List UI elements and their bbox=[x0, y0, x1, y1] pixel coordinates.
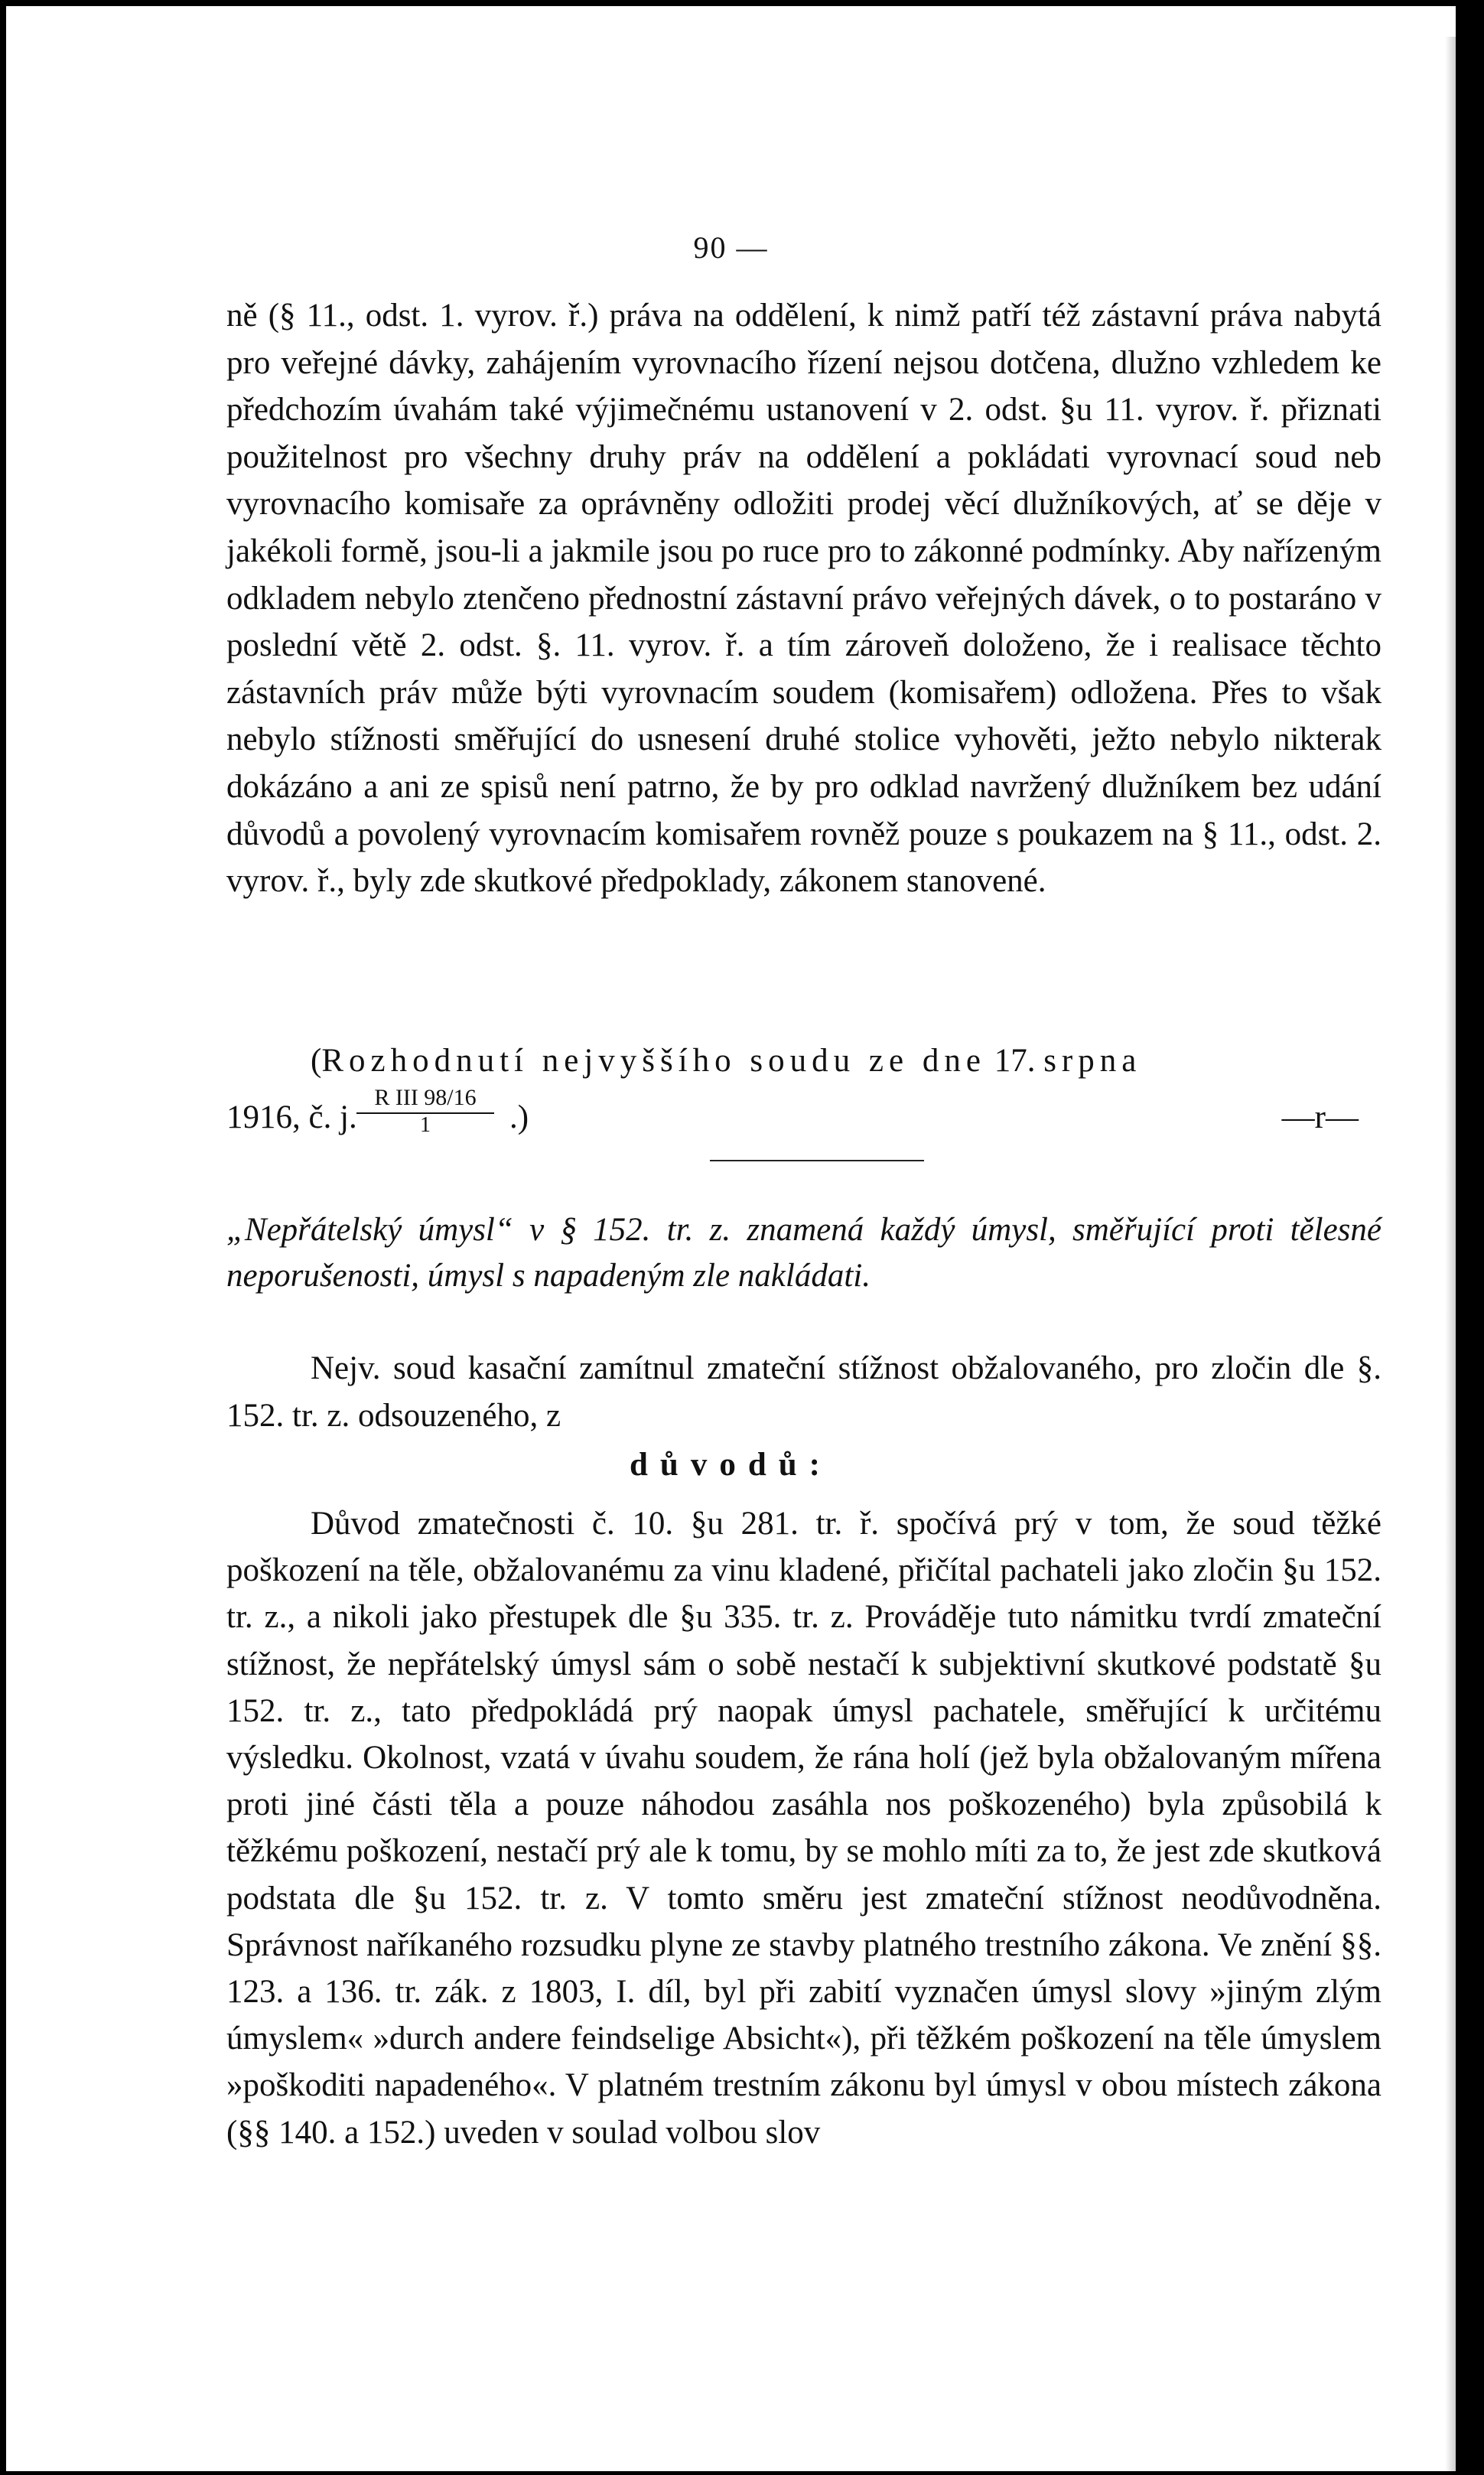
author-mark: —r— bbox=[1281, 1099, 1359, 1135]
headnote: „Nepřátelský úmysl“ v § 152. tr. z. znamená každý úmysl, směřující proti tělesné neporušenosti, úmysl s napadeným zle nakládati. bbox=[226, 1212, 1381, 1294]
citation-court-text: Rozhodnutí nejvyššího soudu ze dne bbox=[321, 1043, 986, 1079]
fraction-denominator: 1 bbox=[420, 1113, 431, 1137]
citation-month: srpna bbox=[1043, 1043, 1142, 1079]
citation-open-paren: ( bbox=[311, 1043, 322, 1079]
citation-reference bbox=[226, 1085, 1381, 1146]
citation-year: 1916, č. j. bbox=[226, 1099, 357, 1135]
fraction-numerator: R III 98/16 bbox=[374, 1085, 477, 1110]
paragraph-continued: ně (§ 11., odst. 1. vyrov. ř.) práva na oddělení, k nimž patří též zástavní práva nabytá pro veřejné dávky, zahájením vyrovnacího řízení nejsou dotčena, dlužno vzhledem ke předchozím úvahám také výjimečnému ustanovení v 2. odst. §u 11. vyrov. ř. přiznati použitelnost pro všechny druhy práv na oddělení a pokládati vyrovnací soud neb vyrovnacího komisaře za oprávněny odložiti prodej věcí dlužníkových, ať se děje v jakékoli formě, jsou-li a jakmile jsou po ruce pro to zákonné podmínky. Aby nařízeným odkladem nebylo ztenčeno přednostní zástavní právo veřejných dávek, o to postaráno v poslední větě 2. odst. §. 11. vyrov. ř. a tím zároveň doloženo, že i realisace těchto zástavních práv může býti vyrovnacím soudem (komisařem) odložena. Přes to však nebylo stížnosti směřující do usnesení druhé stolice vyhověti, ježto nebylo nikterak dokázáno a ani ze spisů není patrno, že by pro odklad navržený dlužníkem bez udání důvodů a povolený vyrovnacím komisařem rovněž pouze s poukazem na § 11., odst. 2. vyrov. ř., byly zde skutkové předpoklady, zákonem stanovené. bbox=[226, 298, 1381, 900]
citation-day: 17. bbox=[994, 1043, 1036, 1079]
reasons-heading: důvodů: bbox=[630, 1447, 832, 1483]
citation-close: .) bbox=[509, 1099, 529, 1135]
decision-paragraph: Nejv. soud kasační zamítnul zmateční stížnost obžalovaného, pro zločin dle §. 152. tr. z. odsouzeného, z bbox=[226, 1350, 1381, 1434]
document-page bbox=[6, 6, 1456, 2471]
citation-fraction bbox=[349, 1085, 502, 1137]
reasons-paragraph: Důvod zmatečnosti č. 10. §u 281. tr. ř. spočívá prý v tom, že soud těžké poškození na těle, obžalovanému za vinu kladené, přičítal pachateli jako zločin §u 152. tr. z., a nikoli jako přestupek dle §u 335. tr. z. Prováděje tuto námitku tvrdí zmateční stížnost, že nepřátelský úmysl sám o sobě nestačí k subjektivní skutkové podstatě §u 152. tr. z., tato předpokládá prý naopak úmysl pachatele, směřující k určitému výsledku. Okolnost, vzatá v úvahu soudem, že rána holí (jež byla obžalovaným mířena proti jiné části těla a pouze náhodou zasáhla nos poškozeného) byla způsobilá k těžkému poškození, nestačí prý ale k tomu, by se mohlo míti za to, že jest zde skutková podstata dle §u 152. tr. z. V tomto směru jest zmateční stížnost neodůvodněna. Správnost naříkaného rozsudku plyne ze stavby platného trestního zákona. Ve znění §§. 123. a 136. tr. zák. z 1803, I. díl, byl při zabití vyznačen úmysl slovy »jiným zlým úmyslem« »durch andere feindselige Absicht«), při těžkém poškození na těle úmyslem »poškoditi napadeného«. V platném trestním zákonu byl úmysl v obou místech zákona (§§ 140. a 152.) uveden v soulad volbou slov bbox=[226, 1506, 1381, 2151]
page-edge-shadow bbox=[1445, 37, 1456, 2471]
page-number: 90 — bbox=[693, 230, 769, 265]
section-separator bbox=[710, 1160, 924, 1161]
citation-line bbox=[226, 1037, 1381, 1085]
